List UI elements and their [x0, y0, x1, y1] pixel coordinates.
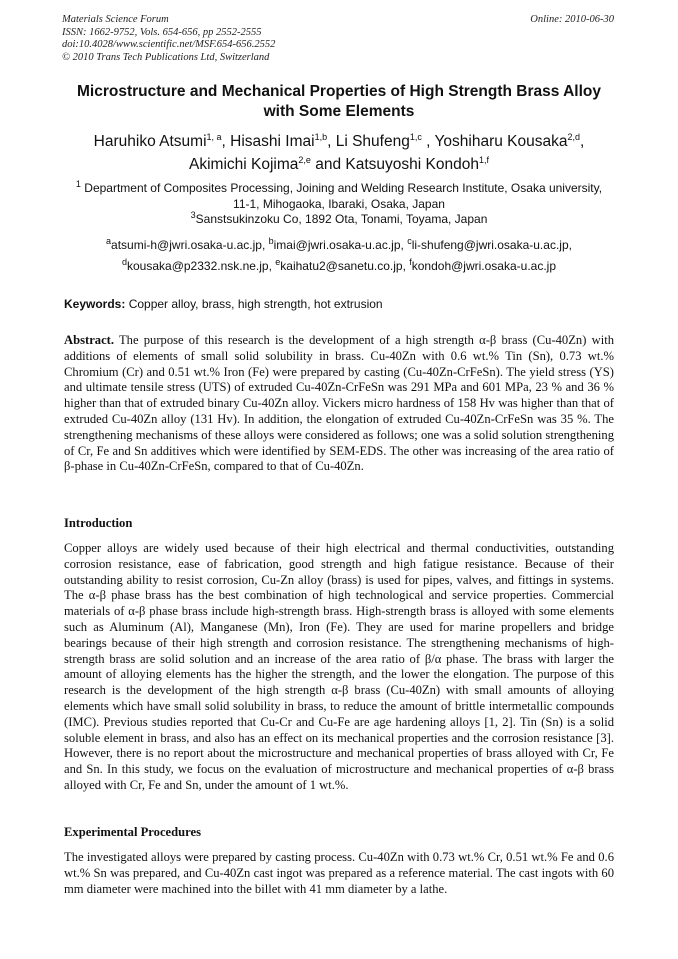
keywords	[64, 297, 383, 311]
author-separator: and	[310, 156, 346, 173]
author-name: Hisashi Imai	[230, 133, 315, 150]
abstract-text: The purpose of this research is the development of a high strength α-β brass (Cu-40Zn) with additions of elements of small solid solubility in brass. Cu-40Zn with 0.6 wt.% Tin (Sn), 0.73 wt.% Chromium (Cr) and 0.51 wt.% Iron (Fe) were prepared by casting (Cu-40Zn-CrFeSn). The yield stress (YS) and ultimate tensile stress (UTS) of extruded Cu-40Zn-CrFeSn was 291 MPa and 601 MPa, 23 % and 36 % higher than that of extruded binary Cu-40Zn alloy. Vickers micro hardness of 158 Hv was higher than that of extruded Cu-40Zn alloy (131 Hv). In addition, the elongation of extruded Cu-40Zn-CrFeSn was 35 %. The strengthening mechanisms of these alloys were considered as follows; one was a solid solution strengthening of Cr, Fe and Sn additives which were identified by SEM-EDS. The other was increasing of the area ratio of β-phase in Cu-40Zn-CrFeSn, compared to that of Cu-40Zn.	[64, 333, 614, 474]
experimental-heading: Experimental Procedures	[64, 825, 201, 839]
author-affil-mark: 1,f	[478, 154, 489, 165]
affiliation-1-address: 11-1, Mihogaoka, Ibaraki, Osaka, Japan	[233, 196, 445, 211]
author-emails	[40, 235, 638, 277]
author-name: Yoshiharu Kousaka	[434, 133, 568, 150]
author-line-2	[40, 153, 638, 176]
experimental-text: The investigated alloys were prepared by casting process. Cu-40Zn with 0.73 wt.% Cr, 0.51 wt.% Fe and 0.6 wt.% Sn was prepared, and Cu-40Zn cast ingot was prepared as a reference material. The cast ingots with 60 mm diameter were machined into the billet with 41 mm diameter by a lathe.	[64, 850, 614, 896]
email-separator: ,	[568, 238, 572, 252]
author-list	[40, 130, 638, 176]
author-separator: ,	[421, 133, 435, 150]
affiliations	[40, 181, 638, 228]
email-mark: b	[268, 236, 274, 246]
title-line-2: with Some Elements	[263, 103, 415, 120]
email-separator: ,	[402, 259, 410, 273]
author-affil-mark: 1,c	[409, 131, 422, 142]
email-separator: ,	[261, 238, 269, 252]
doi-line[interactable]: doi:10.4028/www.scientific.net/MSF.654-656.2552	[62, 39, 276, 50]
email-separator: ,	[400, 238, 408, 252]
affiliation-3	[40, 212, 638, 228]
keywords-text: Copper alloy, brass, high strength, hot extrusion	[125, 297, 383, 311]
online-date: Online: 2010-06-30	[530, 14, 614, 25]
author-name: Li Shufeng	[335, 133, 410, 150]
email-line-2	[40, 256, 638, 277]
email-address[interactable]: atsumi-h@jwri.osaka-u.ac.jp	[111, 238, 262, 252]
copyright-line: © 2010 Trans Tech Publications Ltd, Switzerland	[62, 51, 270, 63]
author-separator: ,	[327, 133, 336, 150]
author-affil-mark: 1, a	[206, 131, 222, 142]
paper-title	[40, 82, 638, 122]
abstract	[64, 333, 614, 475]
title-line-1: Microstructure and Mechanical Properties of High Strength Brass Alloy	[77, 83, 601, 100]
email-mark: a	[106, 236, 112, 246]
email-address[interactable]: imai@jwri.osaka-u.ac.jp	[273, 238, 401, 252]
author-line-1	[40, 130, 638, 153]
email-mark: c	[407, 236, 412, 246]
author-affil-mark: 2,e	[298, 154, 311, 165]
affiliation-text: Sanstsukinzoku Co, 1892 Ota, Tonami, Toyama, Japan	[195, 212, 488, 226]
author-affil-mark: 2,d	[567, 131, 581, 142]
email-mark: e	[275, 257, 281, 267]
author-name: Haruhiko Atsumi	[93, 133, 207, 150]
email-address[interactable]: kondoh@jwri.osaka-u.ac.jp	[411, 259, 557, 273]
email-address[interactable]: kaihatu2@sanetu.co.jp	[280, 259, 403, 273]
email-address[interactable]: kousaka@p2332.nsk.ne.jp	[127, 259, 269, 273]
author-separator: ,	[580, 133, 585, 150]
introduction-text: Copper alloys are widely used because of their high electrical and thermal conductivities, outstanding corrosion resistance, ease of fabrication, good strength and high fatigue resistance. Because of their outstanding ability to resist corrosion, Cu-Zn alloy (brass) is used for pipes, valves, and fittings in systems. The α-β phase brass has the best combination of high technological and service properties. Commercial materials of α-β phase brass include high-strength brass. High-strength brass is alloyed with some elements such as Aluminum (Al), Manganese (Mn), Iron (Fe). They are used for marine propellers and bridge bearings because of their high strength and corrosion resistance. The strengthening mechanisms of high-strength brass are solid solution and an increase of the area ratio of β/α phase. The brass with larger the amount of alloying elements has the higher the strength, and the lower the elongation. The purpose of this research is the development of the high strength α-β brass (Cu-40Zn) with small amounts of alloying elements which have small solid solubility in brass, to reduce the amount of brittle intermetallic compounds (IMC). Previous studies reported that Cu-Cr and Cu-Fe are age hardening alloys [1, 2]. Tin (Sn) is a solid soluble element in brass, and also has an effect on its mechanical properties and the corrosion resistance [3]. However, there is no report about the microstructure and mechanical properties of brass alloyed with Cr, Fe and Sn. In this study, we focus on the evaluation of microstructure and mechanical properties of α-β brass alloyed with Cr, Fe and Sn, under the amount of 1 wt.%.	[64, 541, 614, 792]
email-mark: d	[121, 257, 127, 267]
author-affil-mark: 1,b	[314, 131, 328, 142]
affil-mark: 3	[190, 210, 196, 220]
email-address[interactable]: li-shufeng@jwri.osaka-u.ac.jp	[411, 238, 569, 252]
email-line-1	[40, 235, 638, 256]
abstract-label: Abstract.	[64, 333, 115, 347]
issn-line: ISSN: 1662-9752, Vols. 654-656, pp 2552-2555	[62, 26, 262, 38]
email-mark: f	[409, 257, 412, 267]
author-separator: ,	[221, 133, 231, 150]
journal-header	[62, 14, 275, 64]
affil-mark: 1	[75, 179, 81, 189]
journal-name: Materials Science Forum	[62, 14, 169, 25]
keywords-label: Keywords:	[64, 297, 126, 311]
introduction-heading: Introduction	[64, 516, 133, 530]
affiliation-1	[40, 181, 638, 197]
author-name: Akimichi Kojima	[189, 156, 299, 173]
author-name: Katsuyoshi Kondoh	[345, 156, 479, 173]
email-separator: ,	[268, 259, 276, 273]
affiliation-text: Department of Composites Processing, Joining and Welding Research Institute, Osaka university,	[80, 181, 603, 195]
